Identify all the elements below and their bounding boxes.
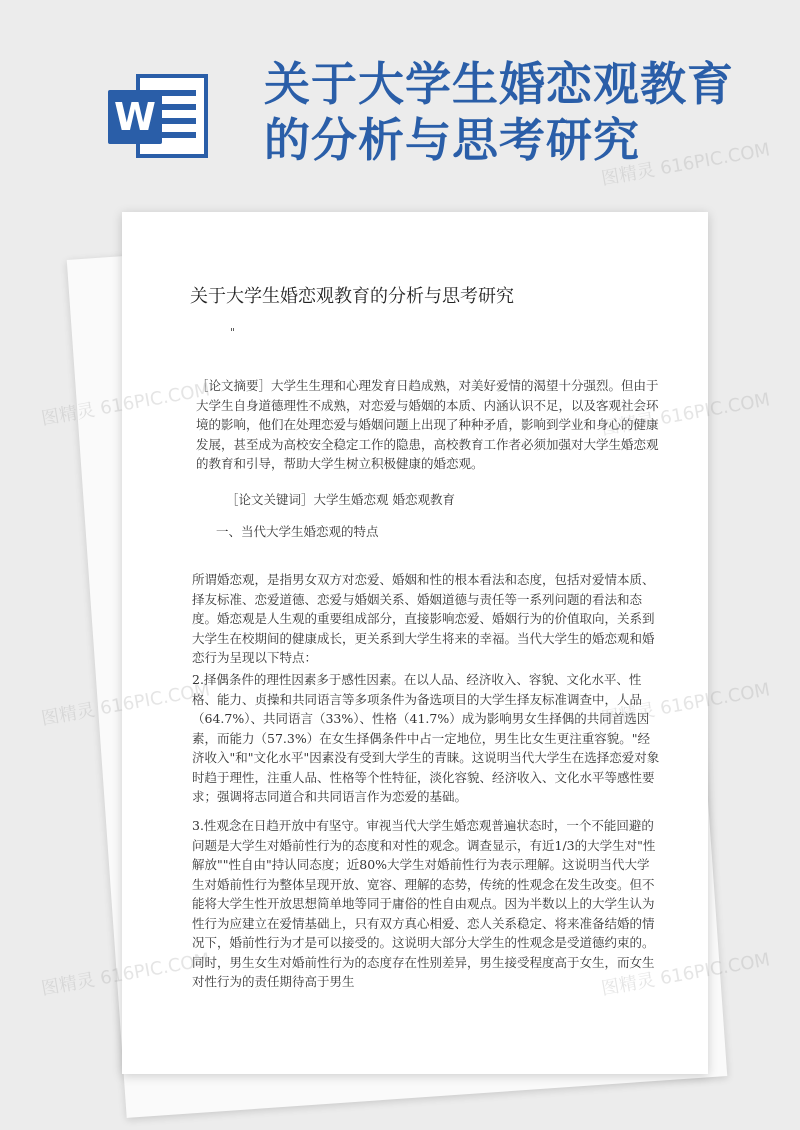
- document-title: 关于大学生婚恋观教育的分析与思考研究: [190, 286, 514, 307]
- section-heading: 一、当代大学生婚恋观的特点: [216, 524, 379, 539]
- quote-mark: ": [230, 326, 236, 339]
- definition-paragraph: 所谓婚恋观，是指男女双方对恋爱、婚姻和性的根本看法和态度，包括对爱情本质、择友标准、恋爱道德、恋爱与婚姻关系、婚姻道德与责任等一系列问题的看法和态度。婚恋观是人生观的重要组成部分，直接影响恋爱、婚姻行为的价值取向，关系到大学生在校期间的健康成长，更关系到大学生将来的幸福。当代大学生的婚恋观和婚恋行为呈现以下特点：: [192, 572, 655, 665]
- keywords-line: ［论文关键词］大学生婚恋观 婚恋观教育: [226, 492, 455, 507]
- watermark: 图精灵 616PIC.COM: [599, 949, 772, 1000]
- word-document-icon: [108, 74, 208, 158]
- watermark: 图精灵 616PIC.COM: [39, 379, 212, 430]
- banner-title-line1: 关于大学生婚恋观教育: [264, 57, 734, 111]
- point-2-paragraph: 2.择偶条件的理性因素多于感性因素。在以人品、经济收入、容貌、文化水平、性格、能力、贞操和共同语言等多项条件为备选项目的大学生择友标准调查中，人品（64.7%）、共同语言（33%）、性格（41.7%）成为影响男女生择偶的共同首选因素，而能力（57.3%）在女生择偶条件中占一定地位，男生比女生更注重容貌。"经济收入"和"文化水平"因素没有受到大学生的青睐。这说明当代大学生在选择恋爱对象时趋于理性，注重人品、性格等个性特征，淡化容貌、经济收入、文化水平等感性要求；强调将志同道合和共同语言作为恋爱的基础。: [192, 672, 660, 804]
- point-3-paragraph: 3.性观念在日趋开放中有坚守。审视当代大学生婚恋观普遍状态时，一个不能回避的问题是大学生对婚前性行为的态度和对性的观念。调查显示，有近1/3的大学生对"性解放""性自由"持认同态度；近80%大学生对婚前性行为表示理解。这说明当代大学生对婚前性行为整体呈现开放、宽容、理解的态势，传统的性观念在发生改变。但不能将大学生性开放思想简单地等同于庸俗的性自由观点。因为半数以上的大学生认为性行为应建立在爱情基础上，只有双方真心相爱、恋人关系稳定、将来准备结婚的情况下，婚前性行为才是可以接受的。这说明大部分大学生的性观念是受道德约束的。同时，男生女生对婚前性行为的态度存在性别差异，男生接受程度高于女生，而女生对性行为的责任期待高于男生: [192, 818, 656, 989]
- watermark: 图精灵 616PIC.COM: [599, 679, 772, 730]
- abstract-paragraph: ［论文摘要］大学生生理和心理发育日趋成熟，对美好爱情的渴望十分强烈。但由于大学生自身道德理性不成熟，对恋爱与婚姻的本质、内涵认识不足，以及客观社会环境的影响，他们在处理恋爱与婚姻问题上出现了种种矛盾，影响到学业和身心的健康发展，甚至成为高校安全稳定工作的隐患，高校教育工作者必须加强对大学生婚恋观的教育和引导，帮助大学生树立积极健康的婚恋观。: [196, 378, 659, 471]
- word-letter-icon: W: [108, 90, 162, 144]
- watermark: 图精灵 616PIC.COM: [39, 949, 212, 1000]
- watermark: 图精灵 616PIC.COM: [599, 389, 772, 440]
- watermark: 图精灵 616PIC.COM: [39, 679, 212, 730]
- banner-title-line2: 的分析与思考研究: [264, 113, 640, 167]
- document-page: [122, 212, 708, 1074]
- watermark: 图精灵 616PIC.COM: [599, 139, 772, 190]
